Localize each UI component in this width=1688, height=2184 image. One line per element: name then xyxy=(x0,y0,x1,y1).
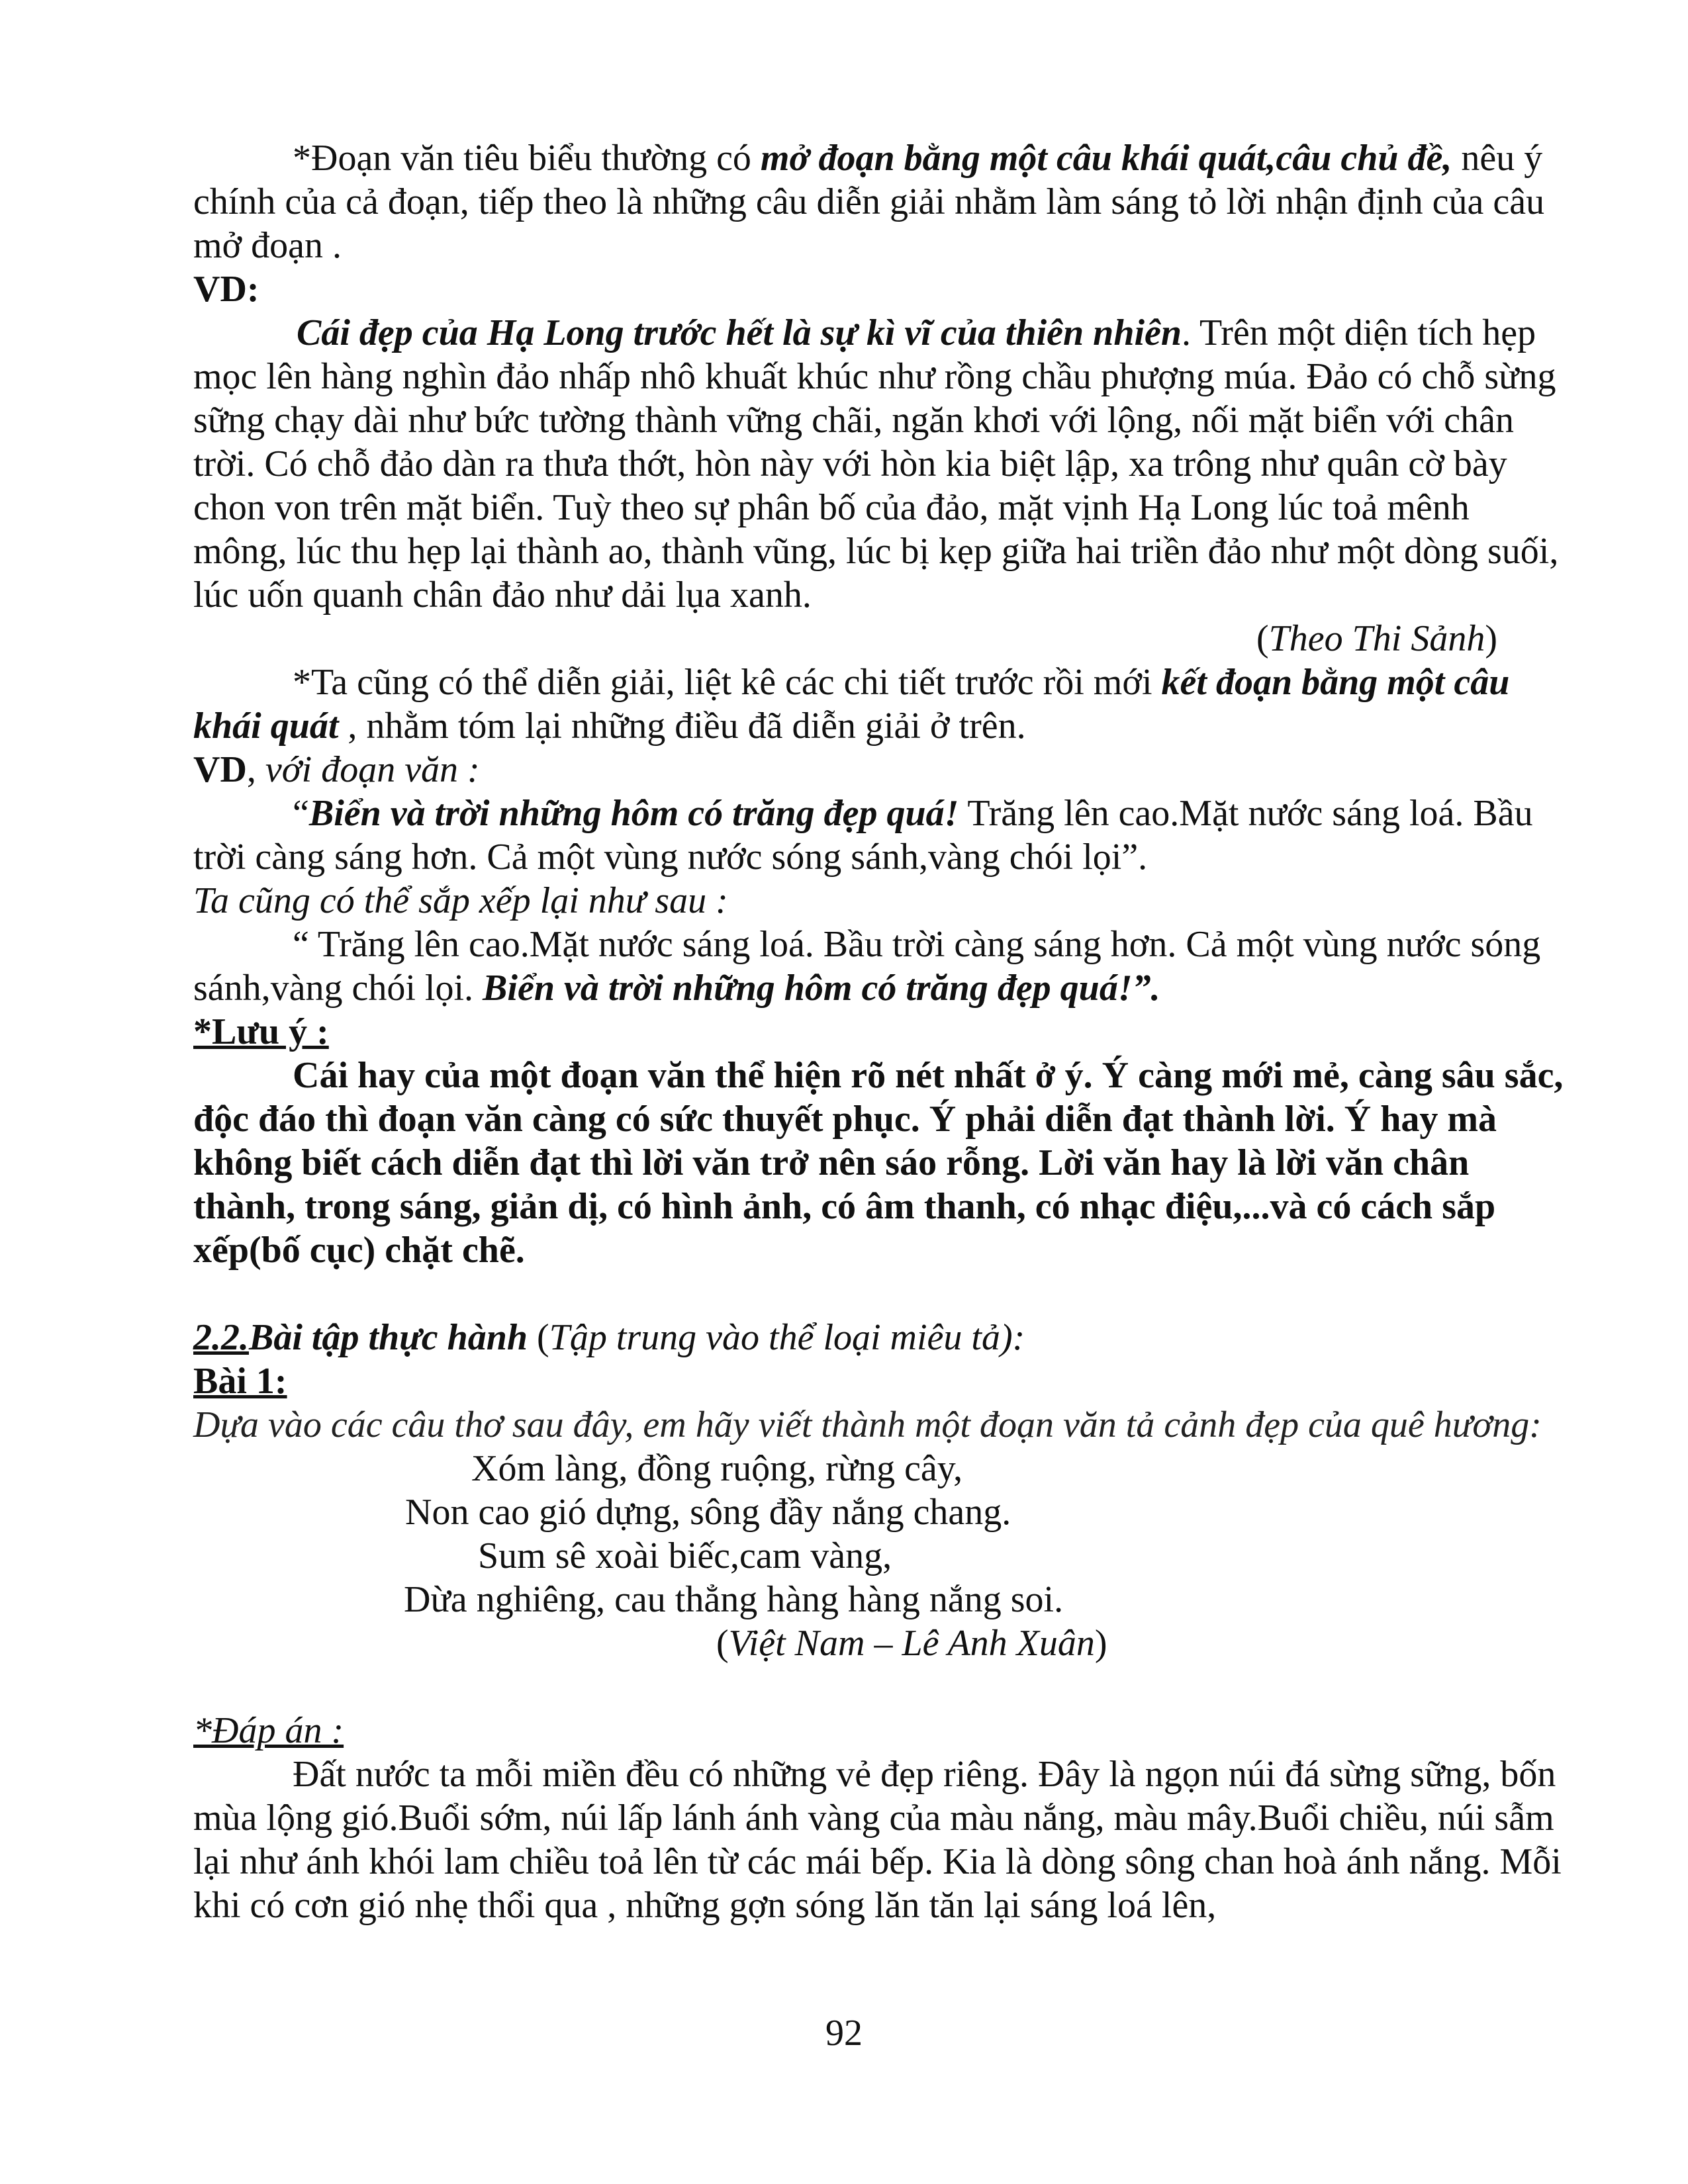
quote-emphasis: Biển và trời những hôm có trăng đẹp quá! xyxy=(308,793,959,834)
quote2-emphasis: Biển và trời những hôm có trăng đẹp quá!”. xyxy=(483,968,1160,1009)
example-body: . Trên một diện tích hẹp mọc lên hàng nghìn đảo nhấp nhô khuất khúc như rồng chầu phượng múa. Đảo có chỗ sừng sững chạy dài như bức tường thành vững chãi, ngăn khơi với lộng, nối mặt biển với chân trời. Có chỗ đảo dàn ra thưa thớt, hòn này với hòn kia biệt lập, xa trông như quân cờ bày chon von trên mặt biển. Tuỳ theo sự phân bố của đảo, mặt vịnh Hạ Long lúc toả mênh mông, lúc thu hẹp lại thành ao, thành vũng, lúc bị kẹp giữa hai triền đảo như một dòng suối, lúc uốn quanh chân đảo như dải lụa xanh. xyxy=(193,312,1559,615)
note-body: Cái hay của một đoạn văn thể hiện rõ nét nhất ở ý. Ý càng mới mẻ, càng sâu sắc, độc đáo thì đoạn văn càng có sức thuyết phục. Ý phải diễn đạt thành lời. Ý hay mà không biết cách diễn đạt thì lời văn trở nên sáo rỗng. Lời văn hay là lời văn chân thành, trong sáng, giản dị, có hình ảnh, có âm thanh, có nhạc điệu,...và có cách sắp xếp(bố cục) chặt chẽ. xyxy=(193,1055,1564,1271)
poem-line: Sum sê xoài biếc,cam vàng, xyxy=(478,1535,892,1576)
section-number: 2.2. xyxy=(193,1317,249,1358)
second-emphasis: kết đoạn bằng một câu khái quát xyxy=(193,662,1510,747)
quote-original xyxy=(193,792,1564,879)
spacer xyxy=(193,1272,1564,1316)
second-paragraph xyxy=(193,660,1564,748)
section-title: Bài tập thực hành xyxy=(249,1317,528,1358)
example-label: VD: xyxy=(193,269,259,310)
vd-intro: với đoạn văn : xyxy=(265,749,480,790)
source-author: Theo Thi Sảnh xyxy=(1268,618,1485,659)
poem-source-open: ( xyxy=(716,1623,729,1664)
example-topic-sentence: Cái đẹp của Hạ Long trước hết là sự kì vĩ của thiên nhiên xyxy=(297,312,1182,353)
poem-source xyxy=(716,1621,1107,1665)
exercise-title: Bài 1: xyxy=(193,1361,287,1402)
intro-paragraph xyxy=(193,136,1564,267)
source-close: ) xyxy=(1485,618,1497,659)
section-heading xyxy=(193,1316,1564,1359)
page-number: 92 xyxy=(825,2013,863,2054)
page-body xyxy=(193,136,1564,1927)
second-text: *Ta cũng có thể diễn giải, liệt kê các chi tiết trước rồi mới xyxy=(293,662,1162,703)
intro-text: *Đoạn văn tiêu biểu thường có xyxy=(293,138,761,179)
vd-label: VD xyxy=(193,749,247,790)
section-paren-close: ): xyxy=(1000,1317,1025,1358)
poem-line: Dừa nghiêng, cau thẳng hàng hàng nắng soi. xyxy=(404,1579,1064,1620)
section-subtitle: Tập trung vào thể loại miêu tả xyxy=(549,1317,1000,1358)
vd-comma: , xyxy=(246,749,265,790)
source-open: ( xyxy=(1256,618,1269,659)
quote-text: Trăng lên cao.Mặt nước sáng loá. Bầu trời càng sáng hơn. Cả một vùng nước sóng sánh,vàng chói lọi”. xyxy=(193,793,1533,878)
quote-rearranged xyxy=(193,923,1564,1010)
second-text-end: , nhằm tóm lại những điều đã diễn giải ở trên. xyxy=(338,705,1026,747)
exercise-prompt: Dựa vào các câu thơ sau đây, em hãy viết thành một đoạn văn tả cảnh đẹp của quê hương: xyxy=(193,1404,1542,1445)
poem-line: Xóm làng, đồng ruộng, rừng cây, xyxy=(471,1448,963,1489)
example-paragraph xyxy=(193,311,1564,617)
note-title: *Lưu ý : xyxy=(193,1011,329,1052)
quote-open: “ xyxy=(293,793,309,834)
poem-source-close: ) xyxy=(1094,1623,1107,1664)
section-paren-open: ( xyxy=(528,1317,549,1358)
example-label-2 xyxy=(193,748,1564,792)
intro-emphasis: mở đoạn bằng một câu khái quát,câu chủ đề, xyxy=(760,138,1452,179)
poem xyxy=(193,1447,1564,1665)
answer-title: *Đáp án : xyxy=(193,1710,344,1751)
intro-text-end: nêu ý chính của cả đoạn, tiếp theo là những câu diễn giải nhằm làm sáng tỏ lời nhận định của câu mở đoạn . xyxy=(193,138,1545,266)
poem-line: Non cao gió dựng, sông đầy nắng chang. xyxy=(405,1492,1011,1533)
example-source xyxy=(193,617,1564,660)
poem-source-author: Việt Nam – Lê Anh Xuân xyxy=(728,1623,1095,1664)
rearrange-label: Ta cũng có thể sắp xếp lại như sau : xyxy=(193,880,728,921)
quote2-text: “ Trăng lên cao.Mặt nước sáng loá. Bầu trời càng sáng hơn. Cả một vùng nước sóng sánh,vàng chói lọi. xyxy=(193,924,1541,1009)
spacer xyxy=(193,1665,1564,1709)
answer-body: Đất nước ta mỗi miền đều có những vẻ đẹp riêng. Đây là ngọn núi đá sừng sững, bốn mùa lộng gió.Buổi sớm, núi lấp lánh ánh vàng của màu nắng, màu mây.Buổi chiều, núi sẫm lại như ánh khói lam chiều toả lên từ các mái bếp. Kia là dòng sông chan hoà ánh nắng. Mỗi khi có cơn gió nhẹ thổi qua , những gợn sóng lăn tăn lại sáng loá lên, xyxy=(193,1754,1562,1926)
